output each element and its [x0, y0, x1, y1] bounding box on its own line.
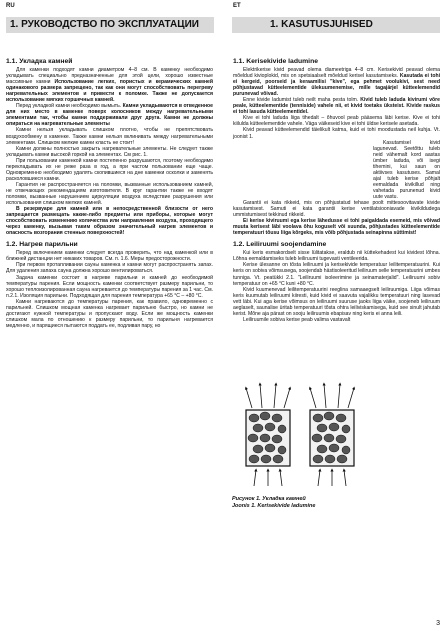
figure-caption-ru: Рисунок 1. Укладка камней	[232, 496, 306, 502]
page-number: 3	[436, 620, 440, 627]
ru-paragraph: Гарантия не распространяется на поломки, вызванные использованием камней, не отвечающих рекомендациям изготовителя. В круг гарантии также не входят поломки, вызванные нарушением циркуляции воздуха вследствие разрушения или использования слишком мелких камней.	[6, 181, 213, 207]
figure-caption	[232, 496, 315, 509]
ru-paragraph: Перед укладкой камни необходимо вымыть. Камни укладываются в отведенное для них место в каменке поверх колосников между нагревательными элементами так, чтобы камни поддерживали друг друга. Камни не должны опираться на нагревательные элементы	[6, 103, 213, 128]
et-section-1-title: 1.1. Kerisekivide ladumine	[233, 58, 319, 65]
et-paragraph: Kasutamisel kivid lagunevad. Seetõttu tuleb neid vähemalt kord aastas ümber laduda, või isegi tihemini, kui saun on aktiivses kasutuses. Samal ajal tuleb kerise põhjalt eemaldada kivikillud ning vahetada purunenud kivid uute vastu.	[373, 139, 440, 200]
ru-paragraph: Для каменки подходят камни диаметром 4–8 см. В каменку необходимо укладывать специально предназначенные для этой цели, хорошо известные массивные камни Использование легких, пористых и керамических камней одинакового размера запрещено, так как они могут способствовать перегреву нагревательных элементов и привести к поломке. Также не допускается использование мягких горшечных камней.	[6, 67, 213, 104]
ru-paragraph: Камни нельзя укладывать слишком плотно, чтобы не препятствовать воздухообмену в каменке. Также камни нельзя вклинивать между нагревательными элементами. Слишком мелкие камни класть не стоит!	[6, 127, 213, 146]
heater-right-icon	[310, 384, 354, 486]
et-figure-wrap	[233, 140, 440, 200]
et-paragraph: Garantii ei kata rikkeid, mis on põhjustatud tehase poolt mittesoovitavate kivide kasutamisest. Samuti ei kata garantii kerise ventilatsiooniavade kivikildudega ummistumisest tekkinud rikkeid.	[233, 200, 440, 219]
language-code-et: ET	[233, 3, 241, 9]
section-header-et: 1. KASUTUSJUHISED	[232, 17, 440, 33]
language-code-ru: RU	[6, 3, 15, 9]
et-paragraph: Kivid kuumenevad leilitemperatuurini reeglina samaaegselt leiliruumiga. Liiga võimas keris kuumutab leiliruumi kiiresti, kuid kivid ei saavuta vajalikku temperatuuri ning lasevad vett läbi. Kui aga kerise võimsus on leiliruumi suuruse jaoks liiga väike, soojeneb leiliruum aeglaselt, saunalise üritab temperatuuri tõsta ohtra leiliviskamisega, kuid see sinult jahutab kerist. Mõne aja pärast on sooju leiliruumis ebapisav ning keris ei anna leili.	[233, 286, 440, 317]
ru-section-2-title: 1.2. Нагрев парильни	[6, 241, 78, 249]
et-paragraph: Kive ei tohi laduda liiga tihedalt – õhuvool peab pääsema läbi kerise. Kive ei tohi kiilulda kütteelementide vahele. Väga väikeseid kive ei tohi üldse kerisele asetada.	[233, 115, 440, 128]
ru-paragraph: Задача каменки состоит в нагреве парильни и камней до необходимой температуры парения. Если мощность каменки соответствует размеру парильни, то хорошо теплоизолированная сауна нагревается до температуры парения за 1 час. См. п.2.1. Изоляция парильни. Подходящая для парения температура +65 °C – +80 °C.	[6, 274, 213, 299]
russian-column	[6, 58, 213, 329]
et-paragraph: Leiliruumile sobiva kerise peab valima vastavalt	[243, 316, 351, 323]
et-paragraph: Enne kivide ladumist tuleb neilt maha pesta tolm. Kivid tuleb laduda kivirumi võre peale, kütteelementide (tenniside) vahele nii, et kivid toetaks üksteist. Kivide raskus ei tohi lasuda kütteelementidel.	[233, 97, 440, 116]
et-paragraph: Kivid peavad kütteelemendid täielikult katma, kuid ei tohi moodustada neil kuhja. Vt. joonist 1.	[233, 127, 440, 140]
heater-left-icon	[246, 384, 290, 486]
et-paragraph: Kui keris esmakordselt sisse lülitatakse, eraldub nii küttekehadest kui kividest lõhna. Lõhna eemaldamiseks tuleb leiliruumi tugevasti ventileerida.	[233, 250, 440, 263]
et-paragraph: Elektrikerise kivid peavad olema diameetriga 4–8 cm. Kerisekivid peavad olema mõeldud kivioplokid, mis on spetsiaalselt mõeldud kerisel kasutamiseks. Kasutada ei tohi ei kergeid, poorseid ja keraamilisi "kive", ega pehmet voolukivi, sest need põhjustavad kütteelementide ülekuumenemise, mille tagajärjel kütteelemendid purunevad võivad.	[233, 67, 441, 98]
ru-section-1-title: 1.1. Укладка камней	[6, 58, 73, 65]
ru-paragraph: Перед включением каменки следует всегда проверить, что над каменкой или в ближней дистанции нет никаких товаров. См. п. 1.6. Меры предосторожности.	[6, 250, 213, 263]
ru-warning-paragraph: В резервуаре для камней или в непосредственной близости от него запрещается размещать какие-либо предметы или приборы, которые могут способствовать изменению количества или направления воздуха, проходящего через каменку, вызывая таким образом значительный нагрев элементов и опасность возгорания стенных поверхностей!	[6, 206, 213, 237]
figure-caption-et: Joonis 1. Kerisekivide ladumine	[232, 502, 316, 509]
ru-paragraph: При первом протапливании сауны каменка и камни могут распространять запах. Для удаления запаха сауна должна хорошо вентилироваться.	[6, 262, 213, 275]
ru-paragraph: Камни должны полностью закрыть нагревательные элементы. Не следует также укладывать камни высокой горкой на элементах. См рис. 1.	[6, 145, 213, 158]
estonian-column	[233, 58, 440, 323]
stone-stacking-diagram	[232, 368, 368, 498]
ru-paragraph: Камни нагреваются до температуры парения, как правило, одновременно с парильней. Слишком мощная каменка нагревает парильню быстро, но камни не достигают нужной температуры и пропускают воду. Если же мощность каменки слишком мала по отношению к размеру парильни, то парильня нагревается медленно, и парящиеся пытаются поддать ее, подливая пару, но	[6, 298, 213, 329]
et-paragraph: Kerise ülesanne on tõsta leiliruumi ja kerisekivide temperatuur leilitemperatuurini. Kui keris on sobiva võimsusega, soojendab hästisoleeritud leiliruum selle temperatuurini umbes tunniga. Vt. peatükki 2.1. "Leiliruumi isoleerimine ja seinamaterjalid". Leiliruumi sobiv temperatuur on +65 °C kuni +80 °C.	[233, 262, 440, 287]
section-header-ru: 1. РУКОВОДСТВО ПО ЭКСПЛУАТАЦИИ	[6, 17, 214, 33]
stone-stacking-icon	[232, 368, 368, 496]
et-warning-paragraph: Ei kerise kiviruumi ega kerise lähedusse ei tohi paigaldada esemeid, mis võivad muuta kerisest läbi voolava õhu koguselt või suunda, põhjustades kütteelementide temperatuuri tõusu liiga kõrgeks, mis võib põhjustada seinapinna süttimist!	[233, 218, 440, 237]
et-section-2-title: 1.2. Leiliruumi soojendamine	[233, 241, 327, 249]
ru-paragraph: При пользовании каменкой камни постепенно разрушаются, поэтому необходимо перекладывать их не реже раза в год, а при частом пользовании еще чаще. Одновременно необходимо удалять скопившиеся на дне каменки осколки и заменять расколовшиеся камни.	[6, 157, 213, 182]
